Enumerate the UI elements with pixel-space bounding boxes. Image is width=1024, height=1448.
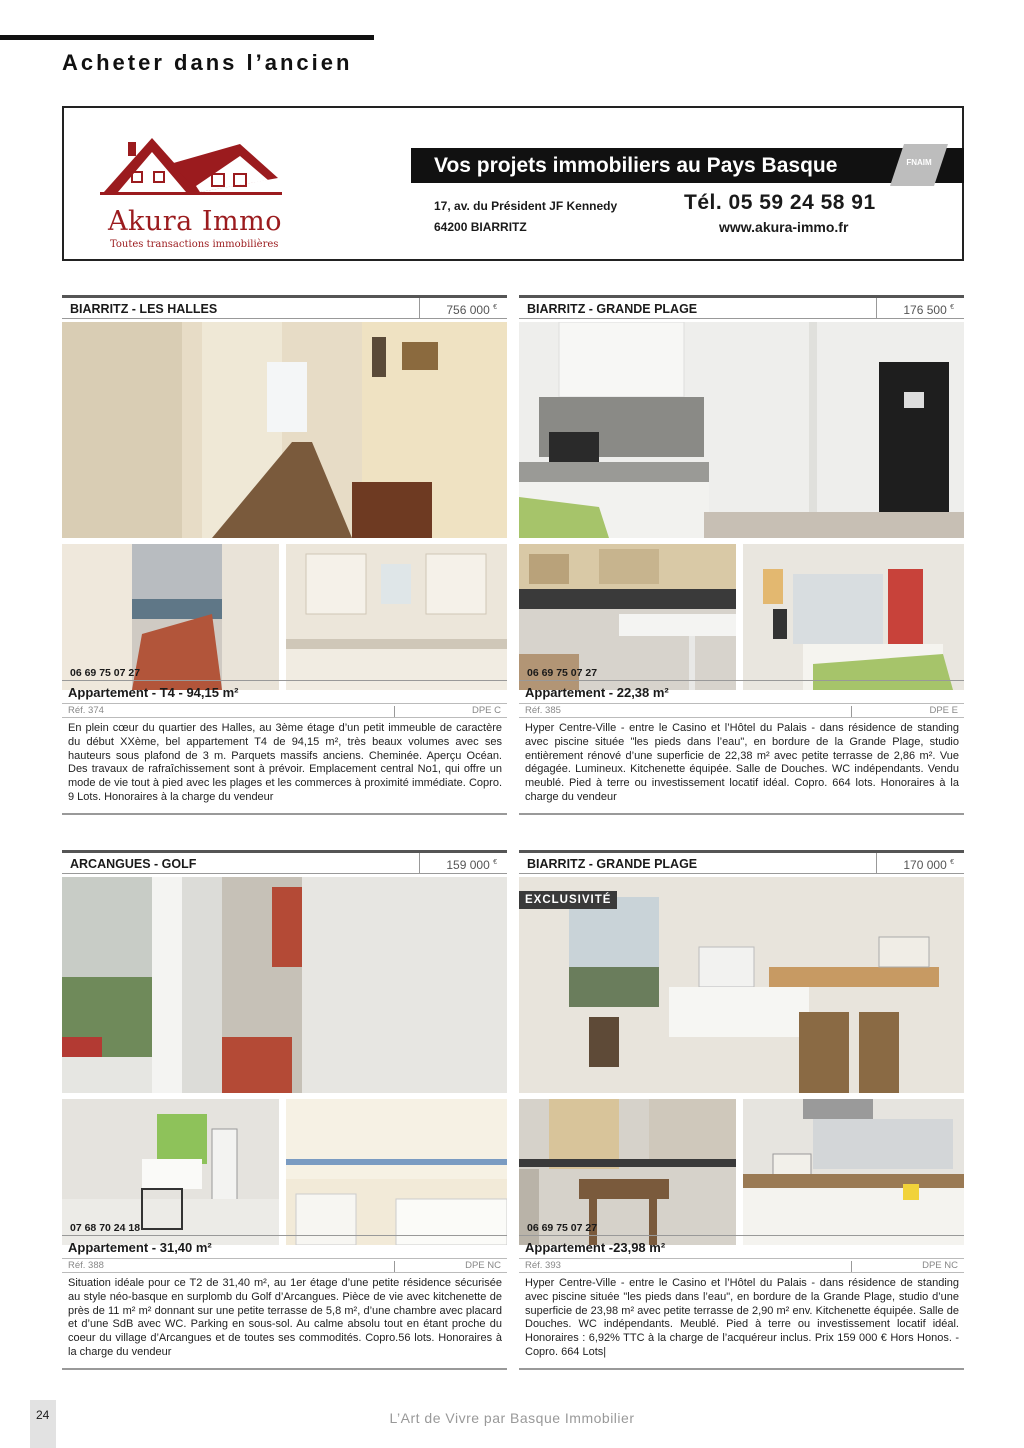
meta-divider <box>851 1261 852 1272</box>
listing-meta <box>519 1258 964 1273</box>
listing-header <box>519 295 964 319</box>
listing-price: 176 500 € <box>876 298 964 318</box>
address-line-2: 64200 BIARRITZ <box>434 220 527 234</box>
listing-phone[interactable]: 06 69 75 07 27 <box>70 667 141 679</box>
meta-divider <box>851 706 852 717</box>
listing-price: 170 000 € <box>876 853 964 873</box>
listing-phone[interactable]: 06 69 75 07 27 <box>527 1222 598 1234</box>
listing-ref: Réf. 388 <box>68 1260 104 1271</box>
listing-photo-main[interactable] <box>62 877 507 1093</box>
listing-photo-main[interactable] <box>519 322 964 538</box>
listing-location: BIARRITZ - GRANDE PLAGE <box>527 302 698 316</box>
listing-price: 159 000 € <box>419 853 507 873</box>
meta-divider <box>394 1261 395 1272</box>
listing-meta <box>62 703 507 718</box>
agency-logo <box>100 134 290 249</box>
meta-divider <box>394 706 395 717</box>
listing-description: Hyper Centre-Ville - entre le Casino et l’Hôtel du Palais - dans résidence de standing avec piscine située "les pieds dans l’eau", en bordure de la Grande Plage, studio entièrement rénové d’une superficie de 22,38 m² avec petite terrasse de 2,86 m². Vue dégagée. Lumineux. Kitchenette équipée. Salle de Douches. WC indépendants. Vendu meublé. Pied à terre ou investissement locatif idéal. Copro. 664 lots. Honoraires à la charge du vendeur <box>525 722 959 803</box>
listing-phone-row <box>519 1220 964 1236</box>
listing-ref: Réf. 374 <box>68 705 104 716</box>
listing-header <box>62 850 507 874</box>
exclusive-badge: EXCLUSIVITÉ <box>519 891 617 909</box>
listing-location: ARCANGUES - GOLF <box>70 857 197 871</box>
listing-bottom-rule <box>519 813 964 815</box>
listing-bottom-rule <box>62 1368 507 1370</box>
listing-type: Appartement - 22,38 m² <box>525 685 669 700</box>
agency-website[interactable]: www.akura-immo.fr <box>719 219 849 235</box>
listing-dpe: DPE NC <box>922 1260 958 1271</box>
listing-meta <box>62 1258 507 1273</box>
agency-tagline: Toutes transactions immobilières <box>110 239 279 250</box>
listing-phone[interactable]: 06 69 75 07 27 <box>527 667 598 679</box>
listing-price: 756 000 € <box>419 298 507 318</box>
listing-phone-row <box>62 665 507 681</box>
listing-ref: Réf. 385 <box>525 705 561 716</box>
listing-phone-row <box>62 1220 507 1236</box>
listing-photo-main[interactable] <box>62 322 507 538</box>
agency-address <box>434 196 617 238</box>
listing-phone-row <box>519 665 964 681</box>
listing-location: BIARRITZ - GRANDE PLAGE <box>527 857 698 871</box>
listing-header <box>519 850 964 874</box>
listing-bottom-rule <box>62 813 507 815</box>
listing-type: Appartement -23,98 m² <box>525 1240 666 1255</box>
listing-type: Appartement - 31,40 m² <box>68 1240 212 1255</box>
top-rule <box>0 35 374 40</box>
house-logo-icon <box>100 134 290 204</box>
agency-banner: Vos projets immobiliers au Pays Basque <box>411 148 964 183</box>
agency-phone[interactable]: Tél. 05 59 24 58 91 <box>684 191 876 214</box>
listing-meta <box>519 703 964 718</box>
listing-photo-main[interactable] <box>519 877 964 1093</box>
listing-location: BIARRITZ - LES HALLES <box>70 302 218 316</box>
listing-description: Situation idéale pour ce T2 de 31,40 m², au 1er étage d’une petite résidence sécurisée au style néo-basque en surplomb du Golf d’Arcangues. Pièce de vie avec kitchenette de près de 11 m² m² donnant sur une petite terrasse de 5,8 m², d’une chambre avec placard et d’une SdB avec WC. Parking en sous-sol. Au calme absolu tout en étant proche du coeur du village d’Arcangues et de toutes ses commodités. Copro.56 lots. Honoraires à la charge du vendeur <box>68 1277 502 1358</box>
listing-description: Hyper Centre-Ville - entre le Casino et l’Hôtel du Palais - dans résidence de standing avec piscine située "les pieds dans l’eau", en bordure de la Grande Plage, studio d’une superficie de 23,98 m² avec petite terrasse de 2,90 m² env. Kitchenette équipée. Salle de Douches. WC indépendants. Meublé. Pied à terre ou investissement locatif idéal. Honoraires : 6,92% TTC à la charge de l’acquéreur inclus. Prix 159 000 € Hors Honos. - Copro. 664 Lots| <box>525 1277 959 1358</box>
listing-ref: Réf. 393 <box>525 1260 561 1271</box>
agency-name: Akura Immo <box>108 206 282 237</box>
listing-phone[interactable]: 07 68 70 24 18 <box>70 1222 141 1234</box>
footer-text: L’Art de Vivre par Basque Immobilier <box>389 1410 635 1426</box>
listing-header <box>62 295 507 319</box>
listing-dpe: DPE C <box>471 705 501 716</box>
listing-type: Appartement - T4 - 94,15 m² <box>68 685 239 700</box>
listing-description: En plein cœur du quartier des Halles, au 3ème étage d’un petit immeuble de caractère du début XXème, bel appartement T4 de 94,15 m², très beaux volumes avec ses hauteurs sous plafond de 3 m. Parquets massifs anciens. Cheminée. Aperçu Océan. Des travaux de rafraîchissement sont à prévoir. Emplacement central No1, qui offre un mode de vie tout à pied avec les plages et les commerces à proximité immédiate. Copro. 9 Lots. Honoraires à la charge du vendeur <box>68 722 502 803</box>
section-title: Acheter dans l’ancien <box>62 50 353 75</box>
page-number: 24 <box>36 1408 50 1422</box>
fnaim-label: FNAIM <box>906 158 932 167</box>
listing-dpe: DPE E <box>929 705 958 716</box>
fnaim-badge <box>890 144 948 186</box>
listing-bottom-rule <box>519 1368 964 1370</box>
address-line-1: 17, av. du Président JF Kennedy <box>434 199 618 213</box>
agency-ad[interactable] <box>62 106 964 261</box>
listing-dpe: DPE NC <box>465 1260 501 1271</box>
